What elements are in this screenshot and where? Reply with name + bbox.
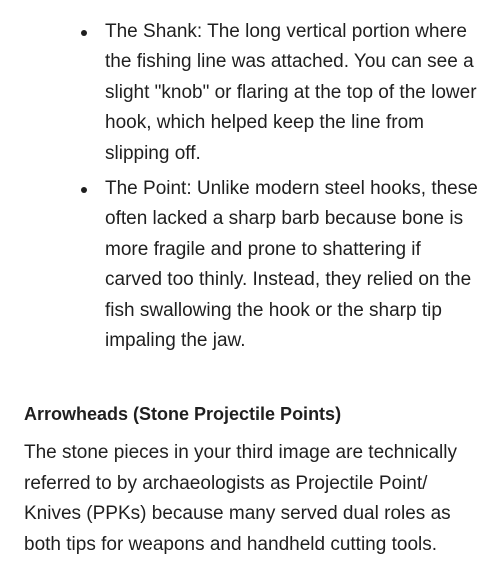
- bullet-dot-icon: [81, 187, 87, 193]
- list-item: [0, 174, 498, 356]
- bullet-text: : Unlike modern steel hooks, these often lacked a sharp barb because bone is more fragile and prone to shattering if carved too thinly. Instead, they relied on the fish swallowing the hook or the sharp tip impaling the jaw.: [105, 178, 478, 352]
- section-heading: Arrowheads (Stone Projectile Points): [24, 404, 342, 424]
- bullet-dot-icon: [81, 30, 87, 36]
- bullet-term: The Shank: [105, 21, 197, 42]
- section-paragraph: [24, 438, 484, 560]
- bullet-text: : The long vertical portion where the fishing line was attached. You can see a slight "knob" or flaring at the top of the lower hook, which helped keep the line from slipping off.: [105, 21, 477, 164]
- bullet-term: The Point: [105, 178, 187, 200]
- list-item: [0, 17, 498, 169]
- paragraph-text-start: The stone pieces in your third image are technically referred to by archaeologists as: [24, 442, 458, 494]
- bullet-list: [0, 17, 498, 361]
- paragraph-term: Projectile Point/ Knives (PPKs): [24, 472, 428, 524]
- paragraph-text-end: because many served dual roles as both tips for weapons and handheld cutting tools.: [24, 503, 451, 555]
